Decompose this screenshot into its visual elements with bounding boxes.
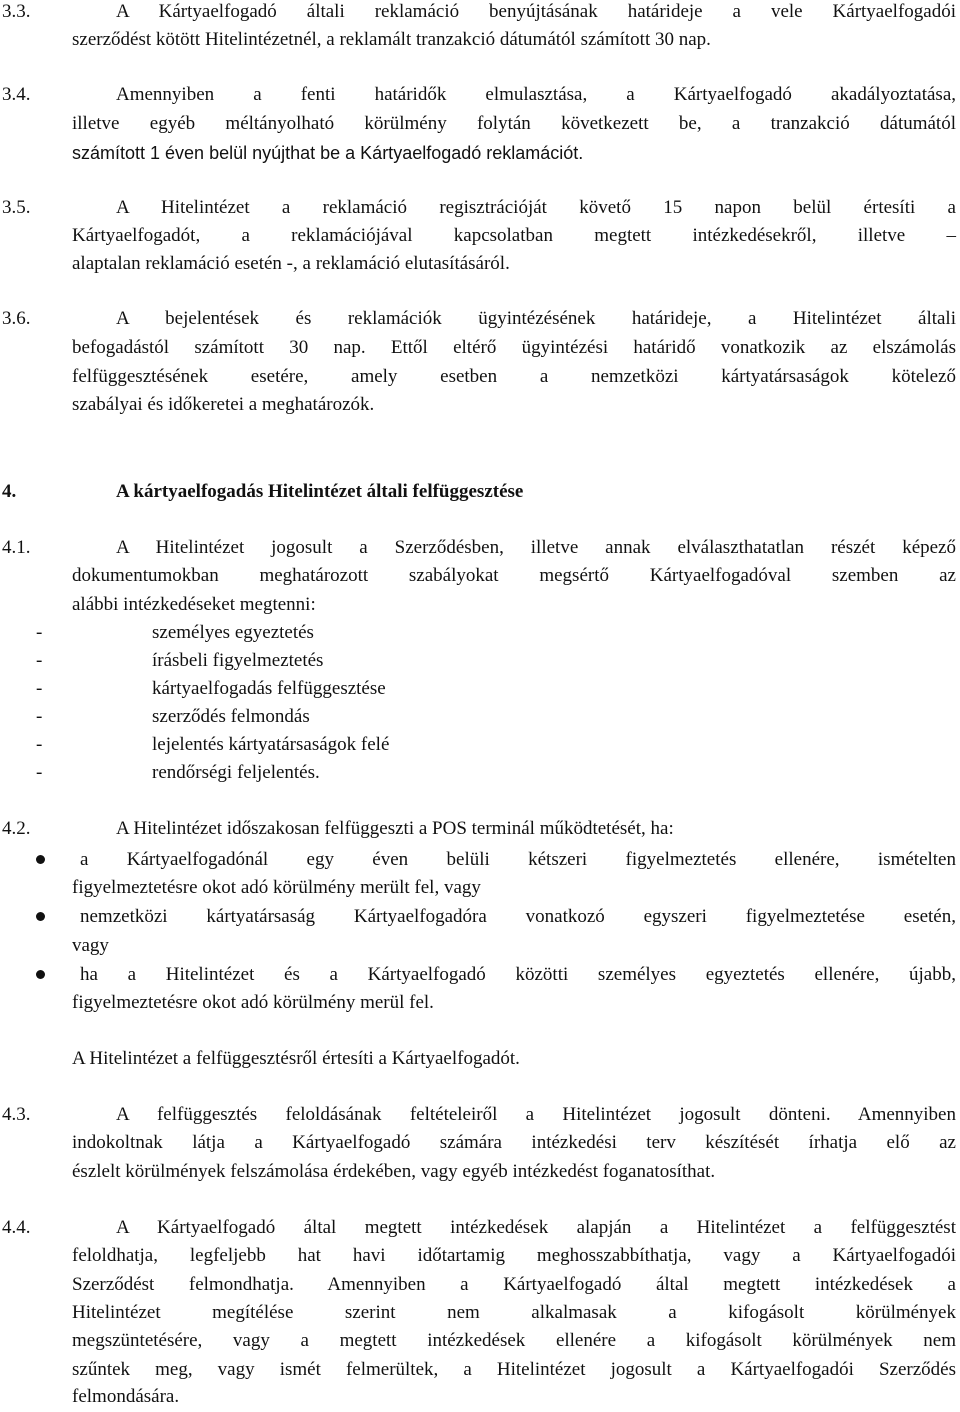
list-item: írásbeli figyelmeztetés bbox=[152, 650, 324, 671]
list-item: rendőrségi feljelentés. bbox=[152, 762, 320, 783]
paragraph-line: A Hitelintézet jogosult a Szerződésben, illetve annak elválaszthatatlan részét képező bbox=[116, 537, 956, 558]
dash-marker: - bbox=[36, 650, 43, 671]
section-heading: A kártyaelfogadás Hitelintézet általi felfüggesztése bbox=[116, 481, 524, 502]
paragraph-line: A Kártyaelfogadó általi reklamáció benyújtásának határideje a vele Kártyaelfogadói bbox=[116, 1, 956, 22]
paragraph-line: A Hitelintézet időszakosan felfüggeszti a POS terminál működtetését, ha: bbox=[116, 818, 674, 839]
paragraph-line: feloldhatja, legfeljebb hat havi időtartamig meghosszabbíthatja, vagy a Kártyaelfogadói bbox=[72, 1245, 956, 1266]
paragraph-line: Amennyiben a fenti határidők elmulasztása, a Kártyaelfogadó akadályoztatása, bbox=[116, 84, 956, 105]
paragraph-line: A Kártyaelfogadó által megtett intézkedések alapján a Hitelintézet a felfüggesztést bbox=[116, 1217, 956, 1238]
dash-marker: - bbox=[36, 622, 43, 643]
paragraph-line: Hitelintézet megítélése szerint nem alkalmasak a kifogásolt körülmények bbox=[72, 1302, 956, 1323]
bullet-item-line: figyelmeztetésre okot adó körülmény merül fel. bbox=[72, 992, 434, 1013]
bullet-icon bbox=[36, 912, 45, 921]
paragraph-line: A Hitelintézet a felfüggesztésről értesíti a Kártyaelfogadót. bbox=[72, 1048, 520, 1069]
paragraph-line: dokumentumokban meghatározott szabályokat megsértő Kártyaelfogadóval szemben az bbox=[72, 565, 956, 586]
paragraph-line: befogadástól számított 30 nap. Ettől eltérő ügyintézési határidő vonatkozik az elszámolás bbox=[72, 337, 956, 358]
paragraph-line: alaptalan reklamáció esetén -, a reklamáció elutasításáról. bbox=[72, 253, 510, 274]
dash-marker: - bbox=[36, 734, 43, 755]
dash-marker: - bbox=[36, 678, 43, 699]
paragraph-line: A bejelentések és reklamációk ügyintézésének határideje, a Hitelintézet általi bbox=[116, 308, 956, 329]
paragraph-line: Szerződést felmondhatja. Amennyiben a Kártyaelfogadó által megtett intézkedések a bbox=[72, 1274, 956, 1295]
paragraph-line: felmondására. bbox=[72, 1386, 180, 1407]
section-number: 4.1. bbox=[2, 537, 31, 558]
list-item: lejelentés kártyatársaságok felé bbox=[152, 734, 390, 755]
bullet-item-line: figyelmeztetésre okot adó körülmény merült fel, vagy bbox=[72, 877, 481, 898]
bullet-item-line: vagy bbox=[72, 935, 109, 956]
paragraph-line: A felfüggesztés feloldásának feltételeiről a Hitelintézet jogosult dönteni. Amennyiben bbox=[116, 1104, 956, 1125]
paragraph-line: Kártyaelfogadót, a reklamációjával kapcsolatban megtett intézkedésekről, illetve – bbox=[72, 225, 956, 246]
section-number: 3.3. bbox=[2, 1, 31, 22]
paragraph-line: szerződést kötött Hitelintézetnél, a reklamált tranzakció dátumától számított 30 nap. bbox=[72, 29, 711, 50]
section-number: 4.2. bbox=[2, 818, 31, 839]
paragraph-line: megszüntetésére, vagy a megtett intézkedések ellenére a kifogásolt körülmények nem bbox=[72, 1330, 956, 1351]
section-number: 3.6. bbox=[2, 308, 31, 329]
heading-number: 4. bbox=[2, 481, 17, 502]
paragraph-line: illetve egyéb méltányolható körülmény folytán következett be, a tranzakció dátumától bbox=[72, 113, 956, 134]
paragraph-line: A Hitelintézet a reklamáció regisztrációját követő 15 napon belül értesíti a bbox=[116, 197, 956, 218]
bullet-icon bbox=[36, 855, 45, 864]
bullet-icon bbox=[36, 970, 45, 979]
section-number: 3.4. bbox=[2, 84, 31, 105]
paragraph-line: indokoltnak látja a Kártyaelfogadó számára intézkedési terv készítését írhatja elő az bbox=[72, 1132, 956, 1153]
bullet-item-line: nemzetközi kártyatársaság Kártyaelfogadóra vonatkozó egyszeri figyelmeztetése esetén, bbox=[80, 906, 956, 927]
section-number: 4.3. bbox=[2, 1104, 31, 1125]
dash-marker: - bbox=[36, 762, 43, 783]
list-item: személyes egyeztetés bbox=[152, 622, 314, 643]
dash-marker: - bbox=[36, 706, 43, 727]
paragraph-line: felfüggesztésének esetére, amely esetben a nemzetközi kártyatársaságok kötelező bbox=[72, 366, 956, 387]
section-number: 4.4. bbox=[2, 1217, 31, 1238]
paragraph-line: szabályai és időkeretei a meghatározók. bbox=[72, 394, 375, 415]
list-item: szerződés felmondás bbox=[152, 706, 310, 727]
paragraph-line: alábbi intézkedéseket megtenni: bbox=[72, 594, 316, 615]
bullet-item-line: ha a Hitelintézet és a Kártyaelfogadó közötti személyes egyeztetés ellenére, újabb, bbox=[80, 964, 956, 985]
list-item: kártyaelfogadás felfüggesztése bbox=[152, 678, 386, 699]
paragraph-line: szűntek meg, vagy ismét felmerültek, a Hitelintézet jogosult a Kártyaelfogadói Szerződés bbox=[72, 1359, 956, 1380]
bullet-item-line: a Kártyaelfogadónál egy éven belüli kétszeri figyelmeztetés ellenére, ismételten bbox=[80, 849, 956, 870]
paragraph-line: számított 1 éven belül nyújthat be a Kártyaelfogadó reklamációt. bbox=[72, 143, 584, 163]
paragraph-line: észlelt körülmények felszámolása érdekében, vagy egyéb intézkedést foganatosíthat. bbox=[72, 1161, 716, 1182]
section-number: 3.5. bbox=[2, 197, 31, 218]
